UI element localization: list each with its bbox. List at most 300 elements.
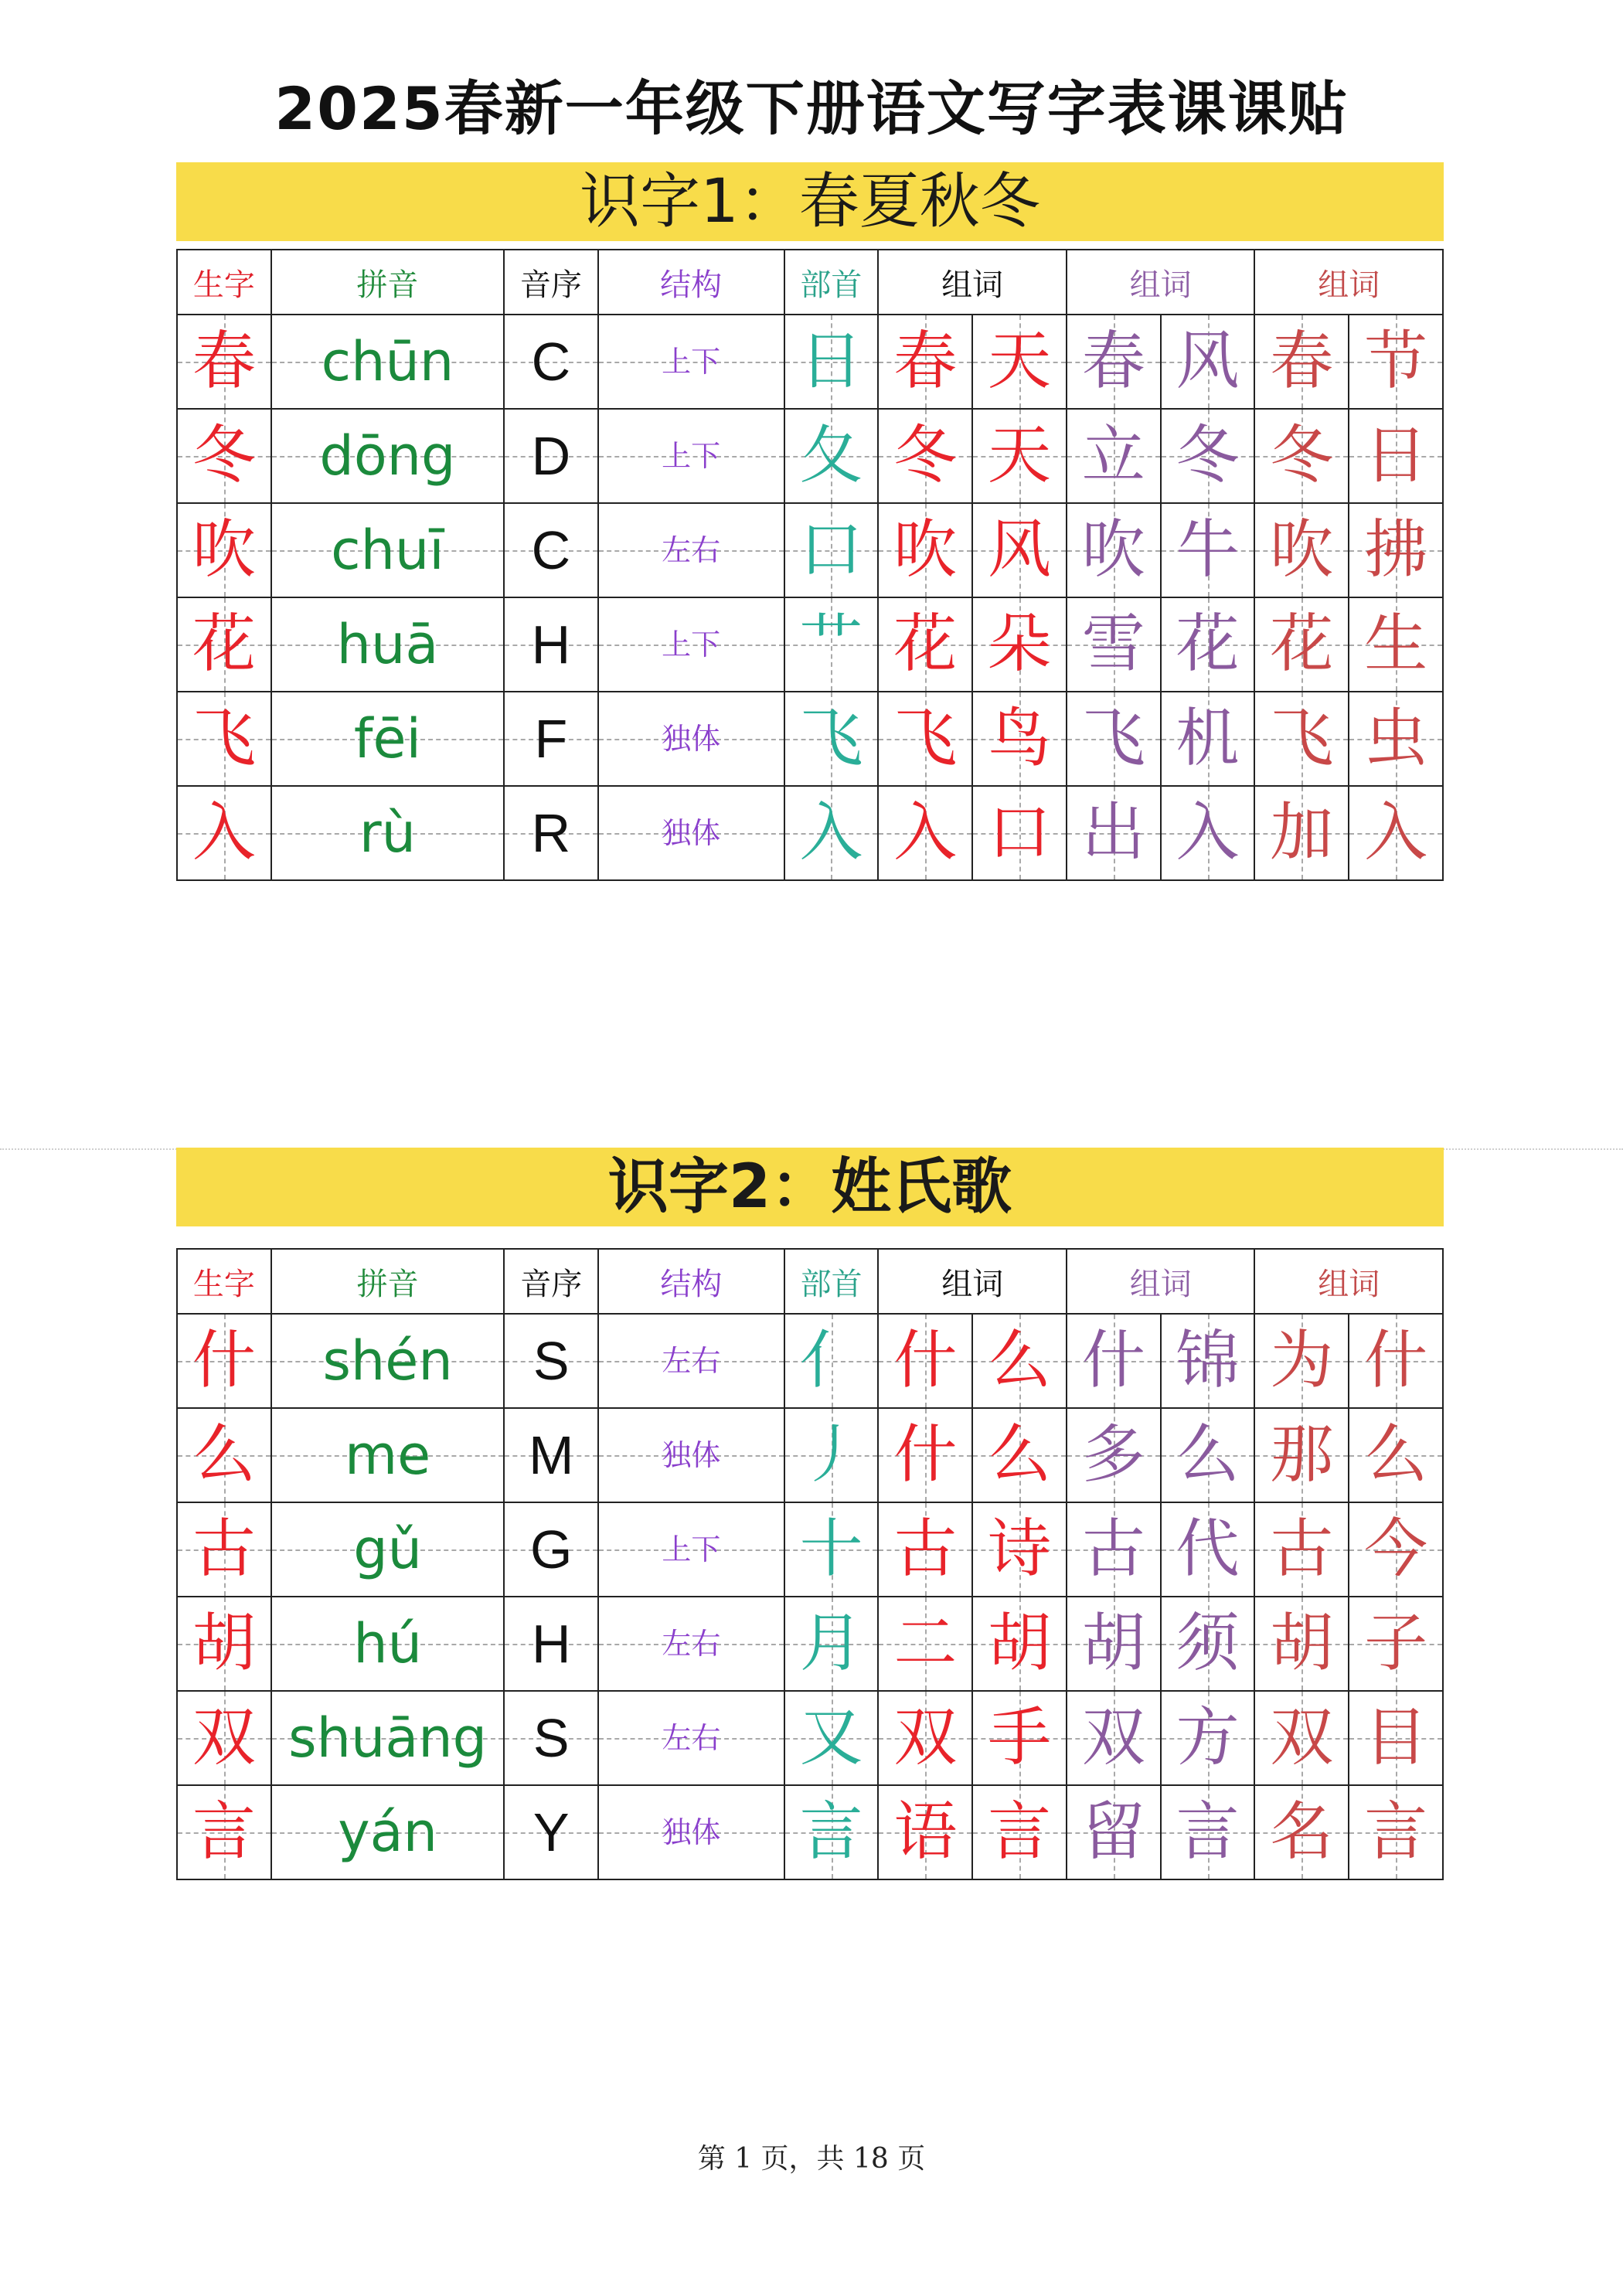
order-cell-text: M xyxy=(529,1425,574,1485)
word-w1-char-1-text: 什 xyxy=(893,1324,958,1397)
word-w3-char-2 xyxy=(1349,409,1443,503)
structure-cell xyxy=(598,503,784,597)
word-w1-char-2-text: 天 xyxy=(987,419,1051,492)
order-cell-text: D xyxy=(531,426,571,486)
order-cell-text: R xyxy=(531,803,571,863)
word-w3-char-1 xyxy=(1254,597,1349,692)
word-w1-char-1-text: 花 xyxy=(893,607,958,681)
word-w2-char-2-text: 方 xyxy=(1176,1701,1240,1774)
order-cell xyxy=(504,1785,598,1879)
word-w3-char-1-text: 名 xyxy=(1270,1795,1334,1869)
word-w3-char-1-text: 冬 xyxy=(1270,419,1334,492)
word-w1-char-2 xyxy=(972,503,1067,597)
pinyin-cell xyxy=(271,692,504,786)
word-w3-char-1-text: 花 xyxy=(1270,607,1334,681)
word-w2-char-1-text: 飞 xyxy=(1081,702,1145,775)
header-radical: 部首 xyxy=(784,1249,879,1314)
char-cell-text: 么 xyxy=(192,1418,256,1492)
pinyin-cell-text: dōng xyxy=(319,424,456,488)
word-w3-char-1 xyxy=(1254,1597,1349,1691)
order-cell xyxy=(504,503,598,597)
word-w2-char-2-text: 风 xyxy=(1176,325,1240,398)
radical-cell xyxy=(784,1314,879,1408)
word-w2-char-1-text: 多 xyxy=(1081,1418,1145,1492)
word-w3-char-1 xyxy=(1254,503,1349,597)
word-w2-char-1-text: 春 xyxy=(1081,325,1145,398)
word-w2-char-2-text: 入 xyxy=(1176,796,1240,869)
word-w2-char-1-text: 留 xyxy=(1081,1795,1145,1869)
char-cell xyxy=(177,315,271,409)
word-w1-char-1-text: 吹 xyxy=(893,513,958,587)
word-w2-char-2-text: 花 xyxy=(1176,607,1240,681)
word-w2-char-1-text: 什 xyxy=(1081,1324,1145,1397)
word-w3-char-1 xyxy=(1254,786,1349,880)
word-w3-char-2 xyxy=(1349,1597,1443,1691)
header-char: 生字 xyxy=(177,1249,271,1314)
char-cell xyxy=(177,1691,271,1785)
radical-cell xyxy=(784,786,879,880)
word-w3-char-2 xyxy=(1349,692,1443,786)
word-w1-char-2 xyxy=(972,1691,1067,1785)
word-w3-char-2 xyxy=(1349,503,1443,597)
word-w1-char-2-text: 手 xyxy=(988,1701,1052,1774)
table-header-row xyxy=(177,250,1443,315)
word-w2-char-1-text: 吹 xyxy=(1081,513,1145,587)
pinyin-cell-text: chūn xyxy=(321,330,454,393)
word-w1-char-1 xyxy=(878,1408,972,1502)
word-w1-char-2-text: 口 xyxy=(987,796,1051,869)
structure-cell xyxy=(598,786,784,880)
word-w2-char-1 xyxy=(1067,1597,1161,1691)
char-cell-text: 入 xyxy=(192,796,256,869)
word-w2-char-1-text: 胡 xyxy=(1081,1607,1145,1680)
radical-cell-text: 夂 xyxy=(799,419,863,492)
char-cell-text: 什 xyxy=(192,1324,256,1397)
word-w1-char-2 xyxy=(972,409,1067,503)
word-w3-char-1 xyxy=(1254,1502,1349,1597)
table-row xyxy=(177,409,1443,503)
structure-cell xyxy=(598,1691,784,1785)
header-char: 生字 xyxy=(177,250,271,315)
word-w1-char-1 xyxy=(878,315,972,409)
pinyin-cell-text: hú xyxy=(353,1612,422,1675)
pinyin-cell-text: fēi xyxy=(353,707,421,770)
table-row xyxy=(177,786,1443,880)
pinyin-cell-text: yán xyxy=(338,1801,437,1864)
order-cell-text: S xyxy=(532,1708,570,1768)
word-w3-char-2-text: 子 xyxy=(1364,1607,1428,1680)
word-w2-char-1 xyxy=(1067,1502,1161,1597)
word-w3-char-2-text: 言 xyxy=(1364,1795,1428,1869)
pinyin-cell-text: rù xyxy=(359,801,416,865)
word-w1-char-2 xyxy=(972,597,1067,692)
structure-cell-text: 左右 xyxy=(662,1344,721,1378)
word-w3-char-1 xyxy=(1254,1314,1349,1408)
radical-cell-text: 入 xyxy=(799,796,863,869)
word-w1-char-2 xyxy=(972,786,1067,880)
word-w3-char-2 xyxy=(1349,786,1443,880)
radical-cell xyxy=(784,1408,879,1502)
word-w1-char-2-text: 风 xyxy=(987,513,1051,587)
word-w3-char-1 xyxy=(1254,692,1349,786)
word-w1-char-1-text: 春 xyxy=(893,325,958,398)
radical-cell-text: 月 xyxy=(799,1607,863,1680)
pinyin-cell xyxy=(271,503,504,597)
word-w1-char-2 xyxy=(972,1314,1067,1408)
word-w2-char-1 xyxy=(1067,1785,1161,1879)
order-cell xyxy=(504,1314,598,1408)
word-w1-char-1-text: 飞 xyxy=(893,702,958,775)
header-words-1: 组词 xyxy=(878,1249,1067,1314)
word-w1-char-1 xyxy=(878,597,972,692)
table-row xyxy=(177,1502,1443,1597)
word-w2-char-2-text: 么 xyxy=(1176,1418,1240,1492)
word-w3-char-2-text: 入 xyxy=(1364,796,1428,869)
header-words-1: 组词 xyxy=(878,250,1067,315)
word-w2-char-2 xyxy=(1161,1785,1255,1879)
character-table xyxy=(176,1248,1444,1880)
word-w3-char-2-text: 节 xyxy=(1364,325,1428,398)
word-w2-char-2 xyxy=(1161,1408,1255,1502)
radical-cell xyxy=(784,1785,879,1879)
structure-cell xyxy=(598,597,784,692)
word-w1-char-2-text: 言 xyxy=(988,1795,1052,1869)
pinyin-cell-text: shén xyxy=(322,1329,453,1393)
char-cell-text: 双 xyxy=(192,1701,256,1774)
word-w2-char-1 xyxy=(1067,1314,1161,1408)
word-w3-char-2 xyxy=(1349,1314,1443,1408)
word-w1-char-2 xyxy=(972,692,1067,786)
word-w1-char-2 xyxy=(972,1408,1067,1502)
word-w3-char-1 xyxy=(1254,1785,1349,1879)
word-w1-char-2-text: 朵 xyxy=(987,607,1051,681)
char-cell-text: 胡 xyxy=(192,1607,256,1680)
structure-cell-text: 左右 xyxy=(662,1627,721,1661)
word-w3-char-2-text: 生 xyxy=(1364,607,1428,681)
word-w2-char-1 xyxy=(1067,1691,1161,1785)
word-w2-char-1 xyxy=(1067,597,1161,692)
structure-cell-text: 上下 xyxy=(662,1532,721,1566)
word-w3-char-1 xyxy=(1254,1691,1349,1785)
document-title: 2025春新一年级下册语文写字表课课贴 xyxy=(274,74,1349,143)
radical-cell-text: 十 xyxy=(799,1512,863,1586)
radical-cell-text: 日 xyxy=(799,325,863,398)
word-w2-char-1-text: 立 xyxy=(1081,419,1145,492)
char-cell xyxy=(177,409,271,503)
structure-cell-text: 独体 xyxy=(662,816,721,850)
word-w2-char-2 xyxy=(1161,692,1255,786)
word-w3-char-2 xyxy=(1349,315,1443,409)
word-w2-char-2-text: 机 xyxy=(1176,702,1240,775)
structure-cell-text: 上下 xyxy=(662,345,721,379)
structure-cell xyxy=(598,1502,784,1597)
table-row xyxy=(177,597,1443,692)
lesson-title-banner: 识字1：春夏秋冬 xyxy=(176,162,1444,241)
word-w2-char-1 xyxy=(1067,786,1161,880)
word-w1-char-1-text: 入 xyxy=(893,796,958,869)
structure-cell xyxy=(598,1785,784,1879)
table-row xyxy=(177,692,1443,786)
structure-cell xyxy=(598,1314,784,1408)
word-w1-char-1-text: 双 xyxy=(893,1701,958,1774)
radical-cell-text: 艹 xyxy=(799,607,863,681)
char-cell xyxy=(177,1408,271,1502)
word-w3-char-2-text: 么 xyxy=(1364,1418,1428,1492)
word-w1-char-1 xyxy=(878,1314,972,1408)
word-w3-char-2 xyxy=(1349,1408,1443,1502)
char-cell xyxy=(177,786,271,880)
word-w2-char-2-text: 冬 xyxy=(1176,419,1240,492)
word-w2-char-1 xyxy=(1067,1408,1161,1502)
word-w1-char-1 xyxy=(878,1597,972,1691)
word-w2-char-1 xyxy=(1067,315,1161,409)
pinyin-cell xyxy=(271,1785,505,1879)
word-w3-char-1-text: 吹 xyxy=(1270,513,1334,587)
structure-cell xyxy=(598,1408,784,1502)
radical-cell-text: 飞 xyxy=(799,702,863,775)
pinyin-cell-text: huā xyxy=(336,613,439,676)
order-cell-text: G xyxy=(530,1519,573,1580)
word-w3-char-2-text: 日 xyxy=(1364,419,1428,492)
word-w2-char-2 xyxy=(1161,409,1255,503)
word-w2-char-1-text: 雪 xyxy=(1081,607,1145,681)
structure-cell-text: 独体 xyxy=(662,1815,721,1849)
pinyin-cell xyxy=(271,1691,505,1785)
char-cell-text: 花 xyxy=(192,607,256,681)
word-w2-char-1 xyxy=(1067,409,1161,503)
pinyin-cell xyxy=(271,1314,505,1408)
table-row xyxy=(177,1691,1443,1785)
header-structure: 结构 xyxy=(598,1249,784,1314)
char-cell xyxy=(177,503,271,597)
word-w2-char-2 xyxy=(1161,597,1255,692)
order-cell-text: H xyxy=(531,614,571,675)
word-w1-char-1-text: 古 xyxy=(893,1512,958,1586)
word-w1-char-1 xyxy=(878,692,972,786)
order-cell-text: S xyxy=(532,1331,570,1391)
char-cell-text: 言 xyxy=(192,1795,256,1869)
word-w1-char-2 xyxy=(972,1597,1067,1691)
word-w2-char-1 xyxy=(1067,503,1161,597)
header-words-2: 组词 xyxy=(1067,250,1255,315)
order-cell-text: F xyxy=(534,709,568,769)
word-w2-char-2 xyxy=(1161,1502,1255,1597)
word-w1-char-1-text: 什 xyxy=(893,1418,958,1492)
order-cell xyxy=(504,692,598,786)
table-row xyxy=(177,315,1443,409)
order-cell xyxy=(504,409,598,503)
radical-cell xyxy=(784,315,879,409)
header-order: 音序 xyxy=(504,250,598,315)
word-w1-char-2 xyxy=(972,1785,1067,1879)
word-w3-char-2-text: 虫 xyxy=(1364,702,1428,775)
char-cell xyxy=(177,597,271,692)
word-w3-char-1-text: 为 xyxy=(1270,1324,1334,1397)
word-w1-char-1 xyxy=(878,786,972,880)
structure-cell-text: 上下 xyxy=(662,628,721,662)
word-w1-char-2-text: 鸟 xyxy=(987,702,1051,775)
word-w3-char-1-text: 双 xyxy=(1270,1701,1334,1774)
char-cell xyxy=(177,1597,271,1691)
char-cell xyxy=(177,1502,271,1597)
word-w1-char-1 xyxy=(878,1691,972,1785)
word-w2-char-2-text: 言 xyxy=(1176,1795,1240,1869)
word-w3-char-1-text: 春 xyxy=(1270,325,1334,398)
radical-cell-text: 言 xyxy=(799,1795,863,1869)
pinyin-cell-text: gǔ xyxy=(353,1518,422,1581)
char-cell xyxy=(177,692,271,786)
structure-cell-text: 上下 xyxy=(662,439,721,473)
word-w2-char-2 xyxy=(1161,1597,1255,1691)
lesson-1 xyxy=(176,162,1444,869)
radical-cell xyxy=(784,692,879,786)
pinyin-cell xyxy=(271,409,504,503)
word-w3-char-1-text: 加 xyxy=(1270,796,1334,869)
char-cell-text: 飞 xyxy=(192,702,256,775)
word-w2-char-1 xyxy=(1067,692,1161,786)
word-w2-char-2 xyxy=(1161,1314,1255,1408)
char-cell-text: 古 xyxy=(192,1512,256,1586)
table-row xyxy=(177,1314,1443,1408)
word-w3-char-2-text: 什 xyxy=(1364,1324,1428,1397)
pinyin-cell xyxy=(271,1502,505,1597)
word-w2-char-2-text: 牛 xyxy=(1176,513,1240,587)
word-w1-char-1-text: 二 xyxy=(893,1607,958,1680)
word-w3-char-2-text: 今 xyxy=(1364,1512,1428,1586)
header-order: 音序 xyxy=(504,1249,598,1314)
order-cell-text: C xyxy=(531,332,571,392)
char-cell-text: 冬 xyxy=(192,419,256,492)
character-table xyxy=(176,249,1444,881)
word-w2-char-1-text: 双 xyxy=(1081,1701,1145,1774)
word-w3-char-1-text: 飞 xyxy=(1270,702,1334,775)
word-w1-char-1-text: 语 xyxy=(893,1795,958,1869)
word-w1-char-2 xyxy=(972,1502,1067,1597)
structure-cell xyxy=(598,1597,784,1691)
order-cell xyxy=(504,1502,598,1597)
word-w2-char-2-text: 须 xyxy=(1176,1607,1240,1680)
order-cell xyxy=(504,1691,598,1785)
word-w3-char-2-text: 目 xyxy=(1364,1701,1428,1774)
word-w1-char-2 xyxy=(972,315,1067,409)
word-w1-char-1 xyxy=(878,1502,972,1597)
order-cell xyxy=(504,597,598,692)
header-words-2: 组词 xyxy=(1067,1249,1255,1314)
header-structure: 结构 xyxy=(598,250,784,315)
char-cell-text: 春 xyxy=(192,325,256,398)
structure-cell-text: 独体 xyxy=(662,1438,721,1472)
structure-cell-text: 左右 xyxy=(662,1721,721,1755)
order-cell xyxy=(504,1408,598,1502)
word-w1-char-1 xyxy=(878,409,972,503)
char-cell xyxy=(177,1785,271,1879)
table-row xyxy=(177,1597,1443,1691)
word-w2-char-2 xyxy=(1161,1691,1255,1785)
char-cell-text: 吹 xyxy=(192,513,256,587)
pinyin-cell-text: me xyxy=(344,1424,431,1487)
char-cell xyxy=(177,1314,271,1408)
word-w3-char-2 xyxy=(1349,597,1443,692)
word-w3-char-1-text: 古 xyxy=(1270,1512,1334,1586)
pinyin-cell-text: shuāng xyxy=(288,1706,488,1770)
header-pinyin: 拼音 xyxy=(271,1249,505,1314)
word-w3-char-2 xyxy=(1349,1502,1443,1597)
radical-cell xyxy=(784,1597,879,1691)
structure-cell xyxy=(598,409,784,503)
word-w1-char-2-text: 诗 xyxy=(988,1512,1052,1586)
lesson-title-banner: 识字2：姓氏歌 xyxy=(176,1148,1444,1226)
pinyin-cell xyxy=(271,597,504,692)
word-w1-char-2-text: 么 xyxy=(988,1418,1052,1492)
word-w1-char-2-text: 么 xyxy=(988,1324,1052,1397)
radical-cell xyxy=(784,597,879,692)
order-cell xyxy=(504,786,598,880)
word-w1-char-1-text: 冬 xyxy=(893,419,958,492)
word-w3-char-1-text: 胡 xyxy=(1270,1607,1334,1680)
word-w3-char-1 xyxy=(1254,409,1349,503)
radical-cell xyxy=(784,1691,879,1785)
structure-cell xyxy=(598,692,784,786)
word-w2-char-2-text: 锦 xyxy=(1176,1324,1240,1397)
structure-cell-text: 左右 xyxy=(662,533,721,567)
table-header-row xyxy=(177,1249,1443,1314)
word-w3-char-2-text: 拂 xyxy=(1364,513,1428,587)
table-row xyxy=(177,503,1443,597)
structure-cell xyxy=(598,315,784,409)
order-cell-text: C xyxy=(531,520,571,580)
word-w2-char-2 xyxy=(1161,315,1255,409)
table-row xyxy=(177,1785,1443,1879)
word-w3-char-1-text: 那 xyxy=(1270,1418,1334,1492)
pinyin-cell xyxy=(271,1597,505,1691)
pinyin-cell-text: chuī xyxy=(331,519,444,582)
table-row xyxy=(177,1408,1443,1502)
order-cell xyxy=(504,1597,598,1691)
word-w1-char-1 xyxy=(878,503,972,597)
header-words-3: 组词 xyxy=(1254,250,1443,315)
pinyin-cell xyxy=(271,315,504,409)
header-radical: 部首 xyxy=(784,250,879,315)
word-w3-char-2 xyxy=(1349,1785,1443,1879)
word-w3-char-1 xyxy=(1254,315,1349,409)
word-w2-char-1-text: 古 xyxy=(1081,1512,1145,1586)
word-w1-char-1 xyxy=(878,1785,972,1879)
order-cell-text: H xyxy=(531,1614,571,1674)
word-w2-char-2 xyxy=(1161,786,1255,880)
radical-cell-text: 丿 xyxy=(799,1418,863,1492)
header-words-3: 组词 xyxy=(1254,1249,1443,1314)
radical-cell xyxy=(784,503,879,597)
radical-cell-text: 口 xyxy=(799,513,863,587)
radical-cell xyxy=(784,409,879,503)
word-w2-char-2-text: 代 xyxy=(1176,1512,1240,1586)
word-w2-char-1-text: 出 xyxy=(1081,796,1145,869)
word-w3-char-2 xyxy=(1349,1691,1443,1785)
page-footer: 第 1 页，共 18 页 xyxy=(697,2143,926,2175)
radical-cell-text: 又 xyxy=(799,1701,863,1774)
word-w1-char-2-text: 胡 xyxy=(988,1607,1052,1680)
radical-cell xyxy=(784,1502,879,1597)
structure-cell-text: 独体 xyxy=(662,722,721,756)
radical-cell-text: 亻 xyxy=(799,1324,863,1397)
word-w2-char-2 xyxy=(1161,503,1255,597)
header-pinyin: 拼音 xyxy=(271,250,504,315)
pinyin-cell xyxy=(271,1408,505,1502)
order-cell-text: Y xyxy=(532,1802,570,1862)
word-w1-char-2-text: 天 xyxy=(987,325,1051,398)
pinyin-cell xyxy=(271,786,504,880)
lesson-2 xyxy=(176,1148,1444,1869)
